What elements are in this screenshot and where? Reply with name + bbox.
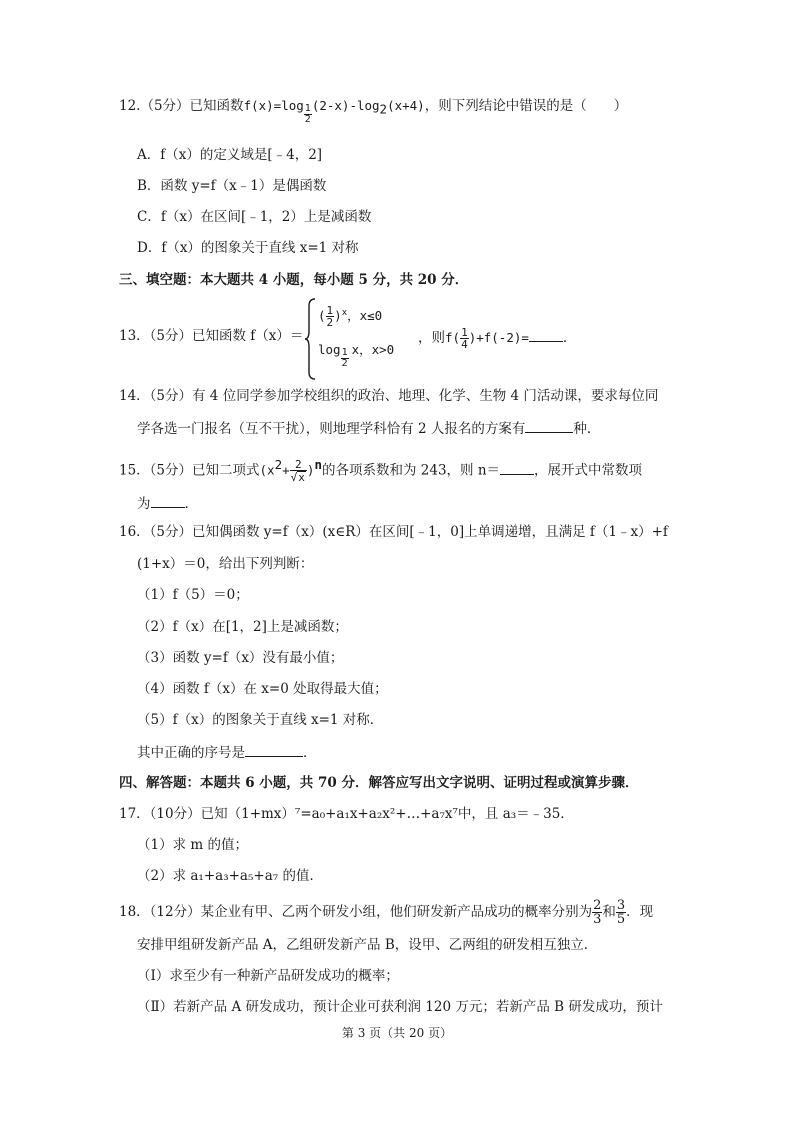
q13-end: ． [562,330,577,346]
q15-mid: 的各项系数和为 243，则 n＝ [321,462,501,479]
q18-line-2: 安排甲组研发新产品 A，乙组研发新产品 B，设甲、乙两组的研发相互独立． [137,937,598,953]
q13-case-1 [318,304,382,328]
q15-frac-num: 2 [290,459,307,471]
q13-case2-log: log [318,342,341,357]
q13-brace-icon [304,298,316,380]
q14-line-1: 14．（5分）有 4 位同学参加学校组织的政治、地理、化学、生物 4 门活动课，要求每位同 [119,388,659,404]
q13-query [418,327,576,350]
q18-line-1 [119,897,653,927]
section-3-heading: 三、填空题：本大题共 4 小题，每小题 5 分，共 20 分． [119,272,469,288]
q15-line-1 [119,451,642,485]
q18-text: 18．（12分）某企业有甲、乙两个研发小组，他们研发新产品成功的概率分别为 [119,904,593,920]
q14-answer-blank[interactable] [525,418,573,433]
q13-case2-den: 2 [341,358,348,369]
q13-query-f: f( [445,330,461,345]
q16-item-5: （5）f（x）的图象关于直线 x=1 对称． [137,712,384,728]
q15-prefix: 15．（5分）已知二项式 [119,462,260,479]
q18-and: 和 [602,904,616,920]
q13-case1-num: 1 [326,304,334,318]
q15-frac-den: √x [290,471,305,484]
q13-case2-cond: x，x>0 [351,342,395,357]
q12-base-2: 2 [379,101,388,117]
q13-case-2 [318,340,395,369]
q13-mid: ，则 [418,330,445,346]
q18-sub-1: （Ⅰ）求至少有一种新产品研发成功的概率； [137,968,399,984]
q15-line-2 [137,493,198,513]
q15-answer-blank-const[interactable] [151,493,185,508]
q17-sub-1: （1）求 m 的值； [137,837,248,853]
q12-half-num: 1 [304,103,311,114]
q12-option-d: D．f（x）的图象关于直线 x=1 对称 [137,240,359,256]
q18-f1-den: 3 [593,912,602,927]
q14-text: 学各选一门报名（互不干扰），则地理学科恰有 2 人报名的方案有 [137,421,526,437]
q12-suffix: ，则下列结论中错误的是（ ） [424,98,628,114]
q15-plus: + [282,462,290,478]
q16-line-2: (1+x）＝0，给出下列判断： [137,556,314,572]
q15-line2-text: 为 [137,496,151,512]
q13-case1-paren: ) [334,308,342,324]
q15-line2-end: ． [184,496,198,512]
q12-half-base [304,104,312,125]
question-12-stem [119,96,628,125]
q12-formula-part: (x+4) [387,98,425,113]
q12-option-b: B．函数 y=f（x﹣1）是偶函数 [137,178,327,194]
q16-item-2: （2）f（x）在[1，2]上是减函数； [137,619,348,635]
q16-last-end: ． [303,745,317,761]
section-4-heading: 四、解答题：本题共 6 小题，共 70 分．解答应写出文字说明、证明过程或演算步骤． [119,775,639,791]
q13-case1-paren: ( [318,308,326,324]
q15-answer-blank-n[interactable] [500,460,534,475]
q16-line-1: 16．（5分）已知偶函数 y=f（x）(x∈R）在区间[﹣1，0]上单调递增，且满足 f（1﹣x）+f [119,524,668,540]
q16-item-4: （4）函数 f（x）在 x=0 处取得最大值； [137,681,388,697]
q12-formula-part: f(x)=log [243,98,304,113]
q16-last-text: 其中正确的序号是 [137,745,245,761]
q12-prefix: 12.（5分）已知函数 [119,98,244,114]
q14-end: 种． [573,421,601,437]
q13-case1-frac [326,305,335,328]
q18-frac-1 [592,899,602,926]
q18-f1-num: 2 [593,898,602,913]
q13-query-den: 4 [461,338,468,351]
q13-query-rest: )+f(-2)= [468,330,529,345]
q14-line-2 [137,418,600,438]
q13-answer-blank[interactable] [529,327,563,342]
q15-sqrt-x: x [298,471,305,484]
q13-case1-cond: ，x≤0 [347,308,383,324]
q17-line-1: 17．（10分）已知（1+mx）⁷=a₀+a₁x+a₂x²+…+a₇x⁷中，且 a₃＝﹣35． [119,806,574,822]
q15-paren-close: ) [306,462,315,478]
q12-option-c: C．f（x）在区间[﹣1，2）上是减函数 [137,209,372,225]
q15-paren-open: (x [259,462,275,478]
q13-case1-den: 2 [326,316,334,330]
q15-exp-n: n [314,457,322,472]
q13-prefix: 13．（5分）已知函数 f（x）＝ [119,328,304,344]
q13-case2-num: 1 [341,347,348,358]
q16-item-3: （3）函数 y=f（x）没有最小值； [137,650,344,666]
q17-sub-2: （2）求 a₁+a₃+a₅+a₇ 的值． [137,868,323,884]
page-footer: 第 3 页（共 20 页） [341,1026,453,1040]
q15-frac [290,459,307,483]
q18-end: ．现 [626,904,654,920]
q13-case2-base [341,348,349,369]
q12-formula-part: (2-x)-log [311,98,380,113]
q15-end1: ，展开式中常数项 [534,462,643,479]
q18-f2-num: 3 [616,898,626,913]
q18-f2-den: 5 [616,912,626,927]
q15-exp-2: 2 [274,457,283,472]
q13-case1-exp: x [341,308,348,318]
q18-frac-2 [616,899,626,926]
q12-half-den: 2 [304,114,311,125]
q13-query-frac [460,327,469,350]
q16-item-1: （1）f（5）＝0； [137,587,249,603]
q16-answer-blank[interactable] [245,742,303,757]
q18-sub-2: （Ⅱ）若新产品 A 研发成功，预计企业可获利润 120 万元；若新产品 B 研发成功，预计 [137,999,663,1015]
q13-query-num: 1 [461,326,468,339]
q12-option-a: A．f（x）的定义域是[﹣4，2] [137,147,323,163]
q16-last [137,742,317,762]
